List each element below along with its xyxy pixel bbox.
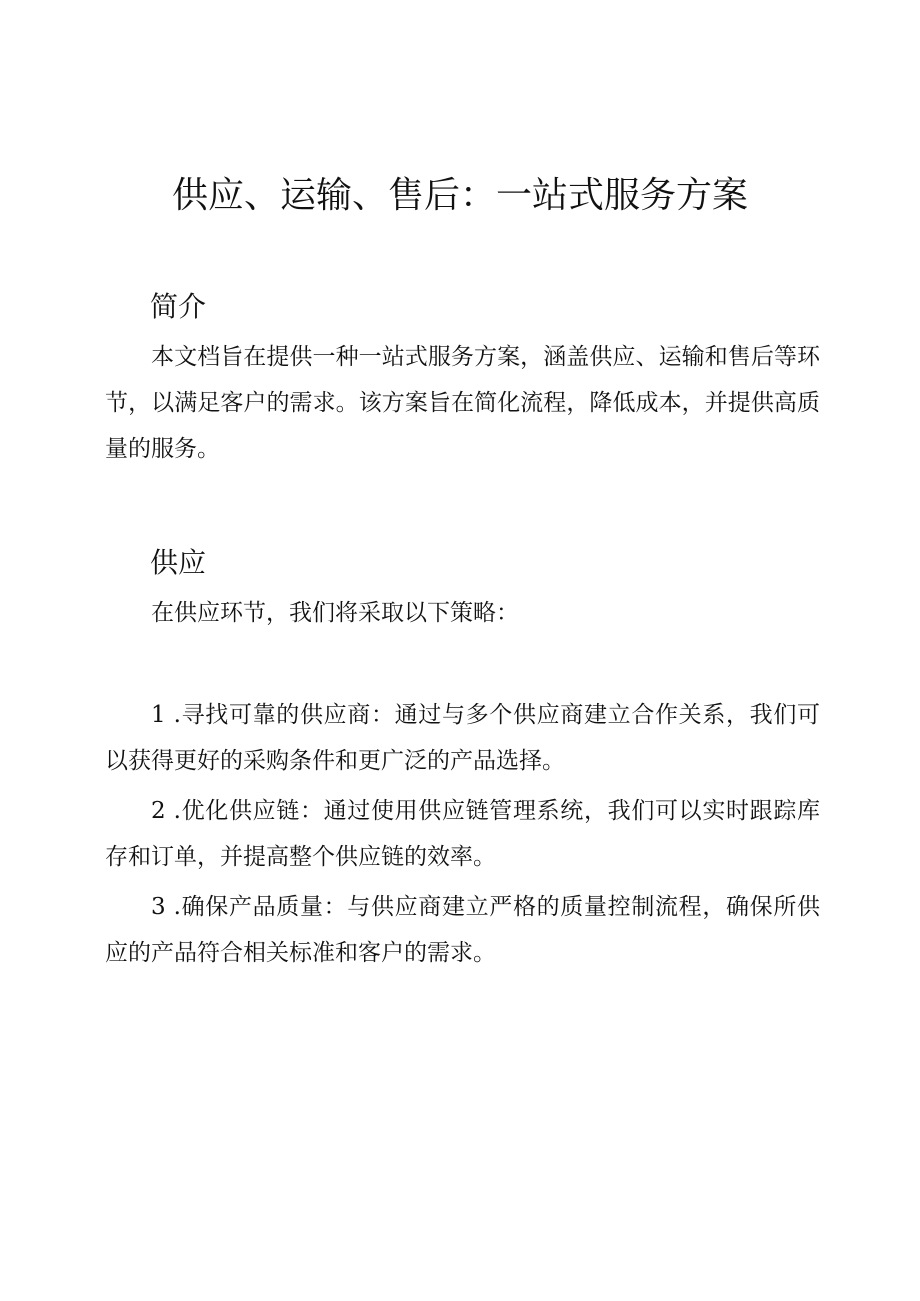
list-item-text: .确保产品质量：与供应商建立严格的质量控制流程，确保所供应的产品符合相关标准和客户的需求。 bbox=[105, 894, 821, 966]
list-item-number: 3 bbox=[151, 894, 166, 920]
section-heading-intro: 简介 bbox=[150, 290, 207, 323]
section-heading-supply: 供应 bbox=[150, 546, 207, 579]
supply-intro-paragraph: 在供应环节，我们将采取以下策略： bbox=[151, 600, 519, 626]
supply-list-item bbox=[105, 692, 820, 784]
list-item-text: .寻找可靠的供应商：通过与多个供应商建立合作关系，我们可以获得更好的采购条件和更广泛的产品选择。 bbox=[105, 702, 821, 774]
list-item-number: 1 bbox=[151, 702, 166, 728]
list-item-text: .优化供应链：通过使用供应链管理系统，我们可以实时跟踪库存和订单，并提高整个供应链的效率。 bbox=[105, 798, 821, 870]
supply-list-item bbox=[105, 788, 820, 880]
document-title: 供应、运输、售后：一站式服务方案 bbox=[171, 175, 748, 216]
intro-paragraph: 本文档旨在提供一种一站式服务方案，涵盖供应、运输和售后等环节，以满足客户的需求。该方案旨在简化流程，降低成本，并提供高质量的服务。 bbox=[105, 344, 820, 462]
supply-list-item bbox=[105, 884, 820, 976]
list-item-number: 2 bbox=[151, 798, 166, 824]
